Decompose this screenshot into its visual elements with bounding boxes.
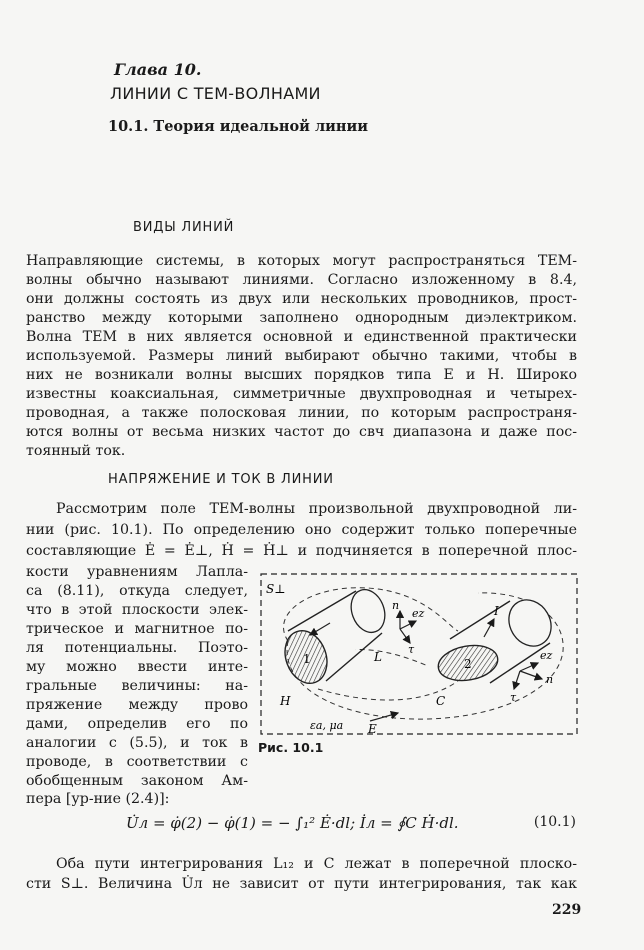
- paragraph-line: аналогии с (5.5), и ток в: [26, 735, 248, 751]
- page-number: 229: [552, 902, 582, 918]
- paragraph-line: му можно ввести инте-: [26, 659, 248, 675]
- label-tau-2: τ: [510, 691, 517, 704]
- paragraph-line: ются волны от весьма низких частот до свч диапазона и даже пос-: [26, 424, 577, 440]
- label-tau: τ: [408, 643, 415, 656]
- section-title: 10.1. Теория идеальной линии: [108, 118, 369, 135]
- paragraph-line: пера [ур-ние (2.4)]:: [26, 791, 170, 807]
- figure-two-wire-line: [258, 571, 580, 737]
- paragraph-line: са (8.11), откуда следует,: [26, 583, 248, 599]
- section-heading-line-types: ВИДЫ ЛИНИЙ: [133, 220, 235, 235]
- label-ez-2: ez: [540, 649, 553, 662]
- label-conductor-2: 2: [464, 657, 472, 671]
- figure-caption: Рис. 10.1: [258, 740, 324, 755]
- label-n-2: n: [546, 673, 554, 686]
- paragraph-line: трическое и магнитное по-: [26, 621, 248, 637]
- label-ez: ez: [412, 607, 425, 620]
- formula-10-1: [126, 806, 576, 842]
- paragraph-line: проводная, а также полосковая линии, по которым распространя-: [26, 405, 577, 421]
- paragraph-line: сти S⊥. Величина U̇л не зависит от пути интегрирования, так как: [26, 876, 577, 892]
- label-plane: S⊥: [266, 582, 286, 596]
- paragraph-line: дами, определив его по: [26, 716, 248, 732]
- label-path-c: C: [436, 694, 446, 708]
- paragraph-line: гральные величины: на-: [26, 678, 248, 694]
- paragraph-line: они должны состоять из двух или нескольких проводников, прост-: [26, 291, 577, 307]
- paragraph-line: обобщенным законом Ам-: [26, 773, 248, 789]
- paragraph-line: ля потенциальны. Поэто-: [26, 640, 248, 656]
- paragraph-line: составляющие Ė = Ė⊥, Ḣ = Ḣ⊥ и подчиняется в поперечной плос-: [26, 543, 577, 559]
- label-medium: εa, μa: [310, 719, 344, 732]
- label-n: n: [392, 599, 400, 612]
- paragraph-line: кости уравнениям Лапла-: [26, 564, 248, 580]
- paragraph-line: проводе, в соответствии с: [26, 754, 248, 770]
- label-conductor-1: 1: [303, 652, 311, 666]
- paragraph-line: пряжение между прово: [26, 697, 248, 713]
- paragraph-line: них не возникали волны высших порядков типа E и H. Широко: [26, 367, 577, 383]
- label-path-l: L: [374, 650, 382, 664]
- paragraph-line: волны обычно называют линиями. Согласно изложенному в 8.4,: [26, 272, 577, 288]
- paragraph-line: что в этой плоскости элек-: [26, 602, 248, 618]
- formula-body: U̇л = φ̇(2) − φ̇(1) = − ∫₁² Ė·dl; İл = ∮C Ḣ·dl.: [126, 814, 459, 832]
- paragraph-line: Волна ТЕМ в них является основной и единственной практически: [26, 329, 577, 345]
- label-field-e: E: [368, 722, 377, 736]
- paragraph-line: известны коаксиальная, симметричные двухпроводная и четырех-: [26, 386, 577, 402]
- label-current: I: [494, 604, 499, 618]
- paragraph-line: Рассмотрим поле ТЕМ-волны произвольной двухпроводной ли-: [56, 501, 577, 517]
- paragraph-line: используемой. Размеры линий выбирают обычно такими, чтобы в: [26, 348, 577, 364]
- paragraph-line: тоянный ток.: [26, 443, 126, 459]
- paragraph-line: Направляющие системы, в которых могут распространяться ТЕМ-: [26, 253, 577, 269]
- formula-number: (10.1): [533, 814, 576, 830]
- section-heading-voltage-current: НАПРЯЖЕНИЕ И ТОК В ЛИНИИ: [108, 472, 334, 487]
- label-field-h: H: [280, 694, 291, 708]
- chapter-title: ЛИНИИ С ТЕМ-ВОЛНАМИ: [110, 84, 321, 103]
- paragraph-line: ранство между которыми заполнено однородным диэлектриком.: [26, 310, 577, 326]
- paragraph-line: нии (рис. 10.1). По определению оно содержит только поперечные: [26, 522, 577, 538]
- chapter-label: Глава 10.: [114, 60, 202, 79]
- paragraph-line: Оба пути интегрирования L₁₂ и C лежат в поперечной плоско-: [56, 856, 577, 872]
